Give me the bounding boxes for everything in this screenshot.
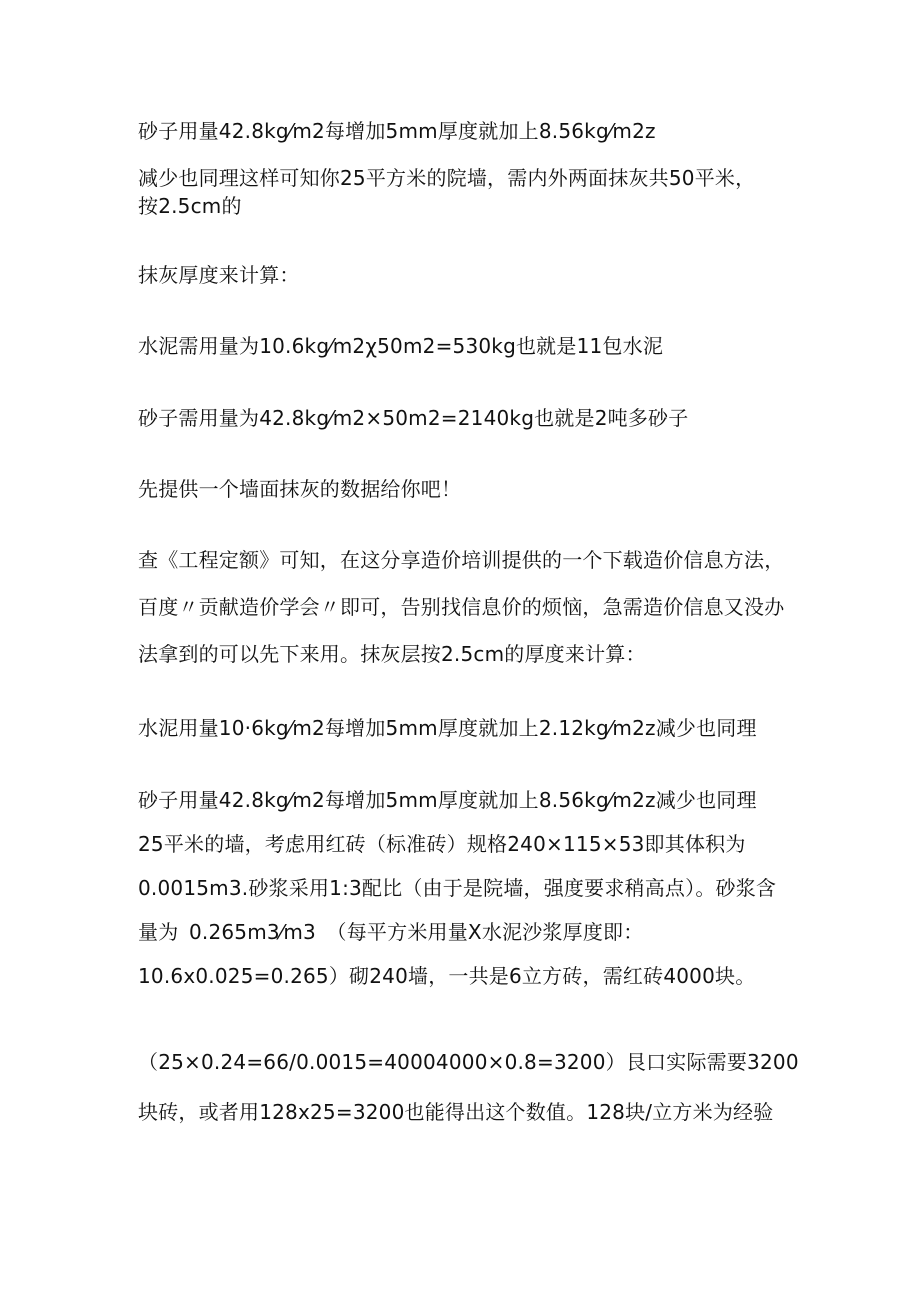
text-line: 查《工程定额》可知，在这分享造价培训提供的一个下载造价信息方法， xyxy=(138,548,785,572)
text-line: 10.6x0.025=0.265）砌240墙，一共是6立方砖，需红砖4000块。 xyxy=(138,964,756,988)
paragraph-3 xyxy=(138,261,788,289)
text-line: 减少也同理这样可知你25平方米的院墙，需内外两面抹灰共50平米， xyxy=(138,166,756,190)
paragraph-8 xyxy=(138,714,788,742)
text-line: 百度〃贡献造价学会〃即可，告别找信息价的烦恼，急需造价信息又没办 xyxy=(138,595,785,619)
text-line: 抹灰厚度来计算： xyxy=(138,263,300,287)
text-line: 法拿到的可以先下来用。抹灰层按2.5cm的厚度来计算： xyxy=(138,642,646,666)
text-line: 砂子用量42.8kg⁄m2每增加5mm厚度就加上8.56kg⁄m2z减少也同理 xyxy=(138,788,757,812)
text-line: 0.0015m3.砂浆采用1:3配比（由于是院墙，强度要求稍高点）。砂浆含 xyxy=(138,876,777,900)
text-line: 水泥用量10·6kg⁄m2每增加5mm厚度就加上2.12kg⁄m2z减少也同理 xyxy=(138,716,757,740)
paragraph-2 xyxy=(138,164,788,220)
paragraph-4 xyxy=(138,332,788,360)
paragraph-5 xyxy=(138,404,788,432)
text-line: 块砖，或者用128x25=3200也能得出这个数值。128块/立方米为经验 xyxy=(138,1100,774,1124)
text-line: 按2.5cm的 xyxy=(138,194,242,218)
text-line: 水泥需用量为10.6kg⁄m2χ50m2=530kg也就是11包水泥 xyxy=(138,334,664,358)
text-line: 砂子需用量为42.8kg⁄m2×50m2=2140kg也就是2吨多砂子 xyxy=(138,406,689,430)
paragraph-9 xyxy=(138,786,788,990)
text-line: 砂子用量42.8kg⁄m2每增加5mm厚度就加上8.56kg⁄m2z xyxy=(138,119,656,143)
text-line: 量为 0.265m3⁄m3 （每平方米用量X水泥沙浆厚度即： xyxy=(138,920,644,944)
paragraph-7 xyxy=(138,546,788,668)
paragraph-10 xyxy=(138,1048,799,1126)
text-line: 25平米的墙，考虑用红砖（标准砖）规格240×115×53即其体积为 xyxy=(138,832,746,856)
paragraph-1 xyxy=(138,117,788,145)
text-line: （25×0.24=66/0.0015=40004000×0.8=3200）艮口实际需要3200 xyxy=(138,1050,799,1074)
text-line: 先提供一个墙面抹灰的数据给你吧！ xyxy=(138,477,462,501)
paragraph-6 xyxy=(138,475,788,503)
